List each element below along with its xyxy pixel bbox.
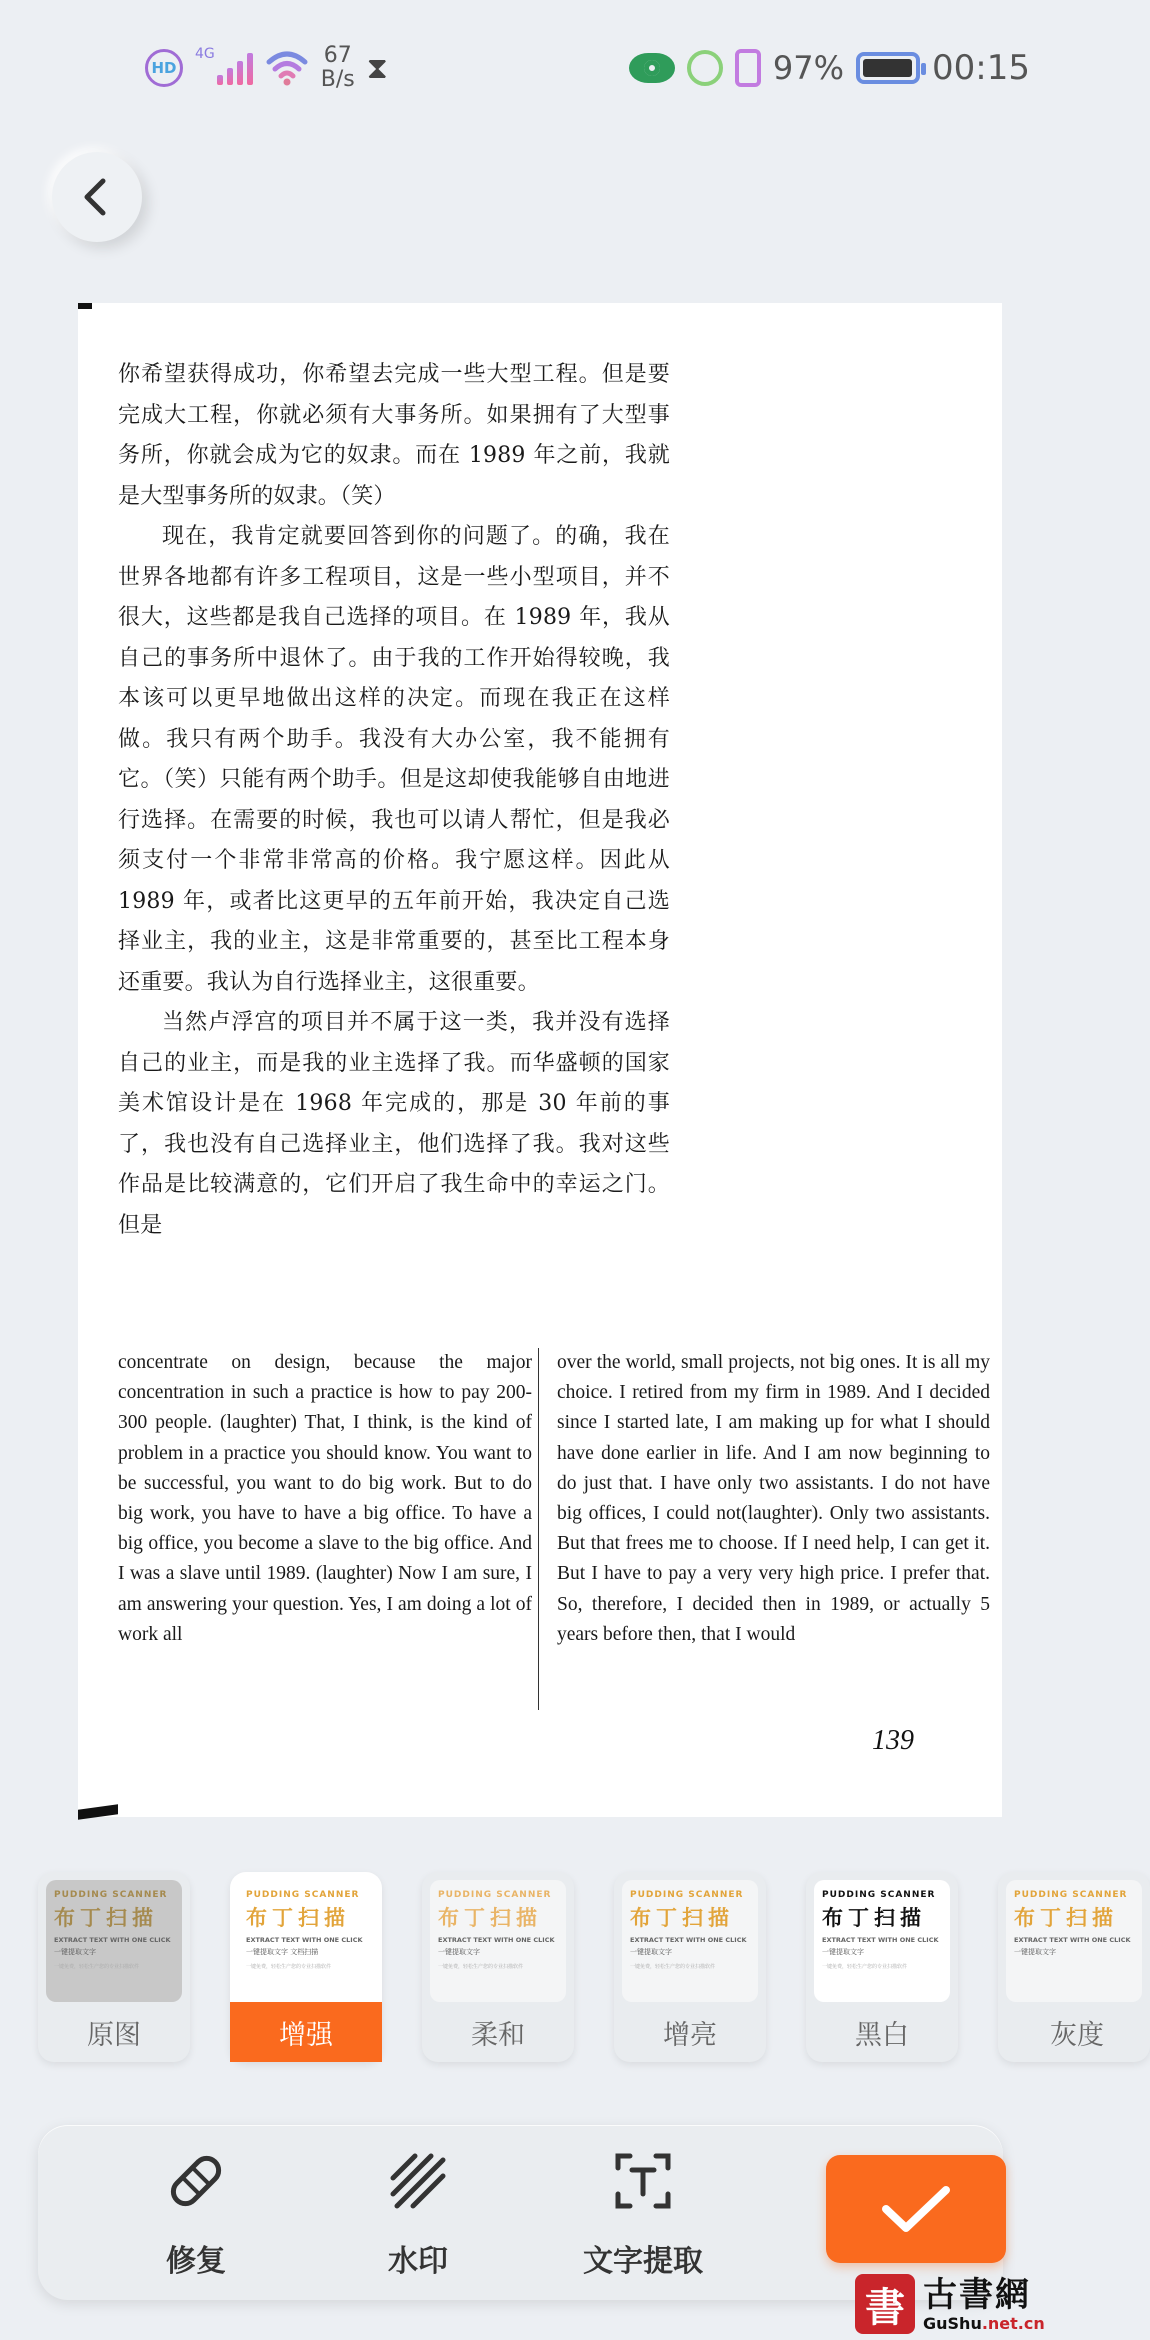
filter-thumbnail [622, 1880, 758, 2002]
wifi-icon [265, 50, 309, 86]
watermark-label: 水印 [388, 2244, 448, 2279]
logo-domain-main: GuShu [923, 2313, 982, 2333]
thumb-title: 布丁扫描 [630, 1906, 734, 1930]
thumb-brand: PUDDING SCANNER [54, 1890, 168, 1900]
status-left [145, 40, 388, 96]
filter-label: 原图 [87, 2019, 141, 2051]
battery-fill [863, 59, 912, 77]
status-bar [0, 0, 1080, 130]
thumb-caption: 一键提取文字 [438, 1948, 480, 1956]
vibrate-icon [735, 49, 761, 87]
filter-label: 增亮 [663, 2019, 717, 2051]
filter-grayscale[interactable] [998, 1872, 1150, 2062]
chinese-text-block [118, 355, 670, 1246]
battery-percent: 97% [772, 49, 845, 87]
thumb-caption: 一键提取文字 [54, 1948, 96, 1956]
site-watermark-logo [855, 2268, 1080, 2340]
thumb-title: 布丁扫描 [54, 1906, 158, 1930]
bandage-icon [165, 2150, 227, 2212]
filter-original[interactable] [38, 1872, 190, 2062]
thumb-fine-print: 一键免费，轻松生产您的专业扫描软件 [438, 1964, 524, 1970]
thumb-brand: PUDDING SCANNER [438, 1890, 552, 1900]
text-extract-label: 文字提取 [583, 2244, 703, 2279]
thumb-fine-print: 一键免费，轻松生产您的专业扫描软件 [54, 1964, 140, 1970]
filter-thumbnail [46, 1880, 182, 2002]
repair-button[interactable] [146, 2150, 246, 2280]
thumb-subtitle: EXTRACT TEXT WITH ONE CLICK [1014, 1936, 1131, 1944]
filter-enhance[interactable] [230, 1872, 382, 2062]
battery-icon [856, 52, 920, 84]
filter-label: 黑白 [855, 2019, 909, 2051]
logo-domain [923, 2314, 1045, 2333]
checkmark-icon [880, 2183, 952, 2235]
thumb-caption-extra: 文档扫描 [290, 1948, 319, 1956]
filter-soft[interactable] [422, 1872, 574, 2062]
watermark-icon [387, 2150, 449, 2212]
filter-label: 柔和 [471, 2019, 525, 2051]
back-button[interactable] [52, 152, 142, 242]
thumb-subtitle: EXTRACT TEXT WITH ONE CLICK [630, 1936, 747, 1944]
thumb-title: 布丁扫描 [1014, 1906, 1118, 1930]
network-type: 4G [195, 46, 215, 62]
clock: 00:15 [932, 48, 1030, 88]
thumb-caption-main: 一键提取文字 [246, 1948, 288, 1956]
filter-strip[interactable] [0, 1862, 1131, 2072]
cn-paragraph: 当然卢浮宫的项目并不属于这一类，我并没有选择自己的业主，而是我的业主选择了我。而华盛顿的国家美术馆设计是在 1968 年完成的，那是 30 年前的事了，我也没有自己选择业主，他们选择了我。我对这些作品是比较满意的，它们开启了我生命中的幸运之门。但是 [118, 1010, 670, 1238]
english-column-left: concentrate on design, because the major concentration in such a practice is how to pay 200-300 people. (laughter) That, I think, is the kind of problem in a practice you should know. You want to be successful, you want to do big work. But to do big work, you have to have a big office. To have a big office, you become a slave to the big office. And I was a slave until 1989. (laughter) Now I am sure, I am answering your question. Yes, I am doing a lot of work all [118, 1352, 532, 1645]
chevron-left-icon [77, 177, 117, 217]
filter-brighten[interactable] [614, 1872, 766, 2062]
english-column-right: over the world, small projects, not big ones. It is all my choice. I retired from my firm in 1989. And I decided since I started late, I am making up for what I should have done earlier in life. And I am now beginning to do just that. I have only two assistants. I do not have big offices, I could not(laughter). Only two assistants. But that frees me to choose. If I need help, I can get it. But I have to pay a very very high price. I prefer that. So, therefore, I decided then in 1989, or actually 5 years before then, that I would [538, 1348, 990, 1710]
thumb-brand: PUDDING SCANNER [822, 1890, 936, 1900]
repair-label: 修复 [166, 2244, 226, 2279]
page-number: 139 [872, 1725, 914, 1756]
thumb-fine-print: 一键免费，轻松生产您的专业扫描软件 [822, 1964, 908, 1970]
thumb-subtitle: EXTRACT TEXT WITH ONE CLICK [246, 1936, 363, 1944]
confirm-button[interactable] [826, 2155, 1006, 2263]
thumb-caption [246, 1947, 366, 1957]
logo-seal: 書 [855, 2274, 915, 2334]
thumb-subtitle: EXTRACT TEXT WITH ONE CLICK [54, 1936, 171, 1944]
text-recognition-icon [612, 2150, 674, 2212]
logo-text [923, 2276, 1045, 2333]
scanned-page-preview [78, 303, 1002, 1817]
thumb-caption: 一键提取文字 [630, 1948, 672, 1956]
thumb-fine-print: 一键免费，轻松生产您的专业扫描软件 [246, 1964, 332, 1970]
thumb-caption: 一键提取文字 [822, 1948, 864, 1956]
network-speed [321, 44, 355, 92]
logo-domain-suffix: .net.cn [981, 2313, 1045, 2333]
network-speed-unit: B/s [320, 67, 355, 92]
cn-paragraph: 现在，我肯定就要回答到你的问题了。的确，我在世界各地都有许多工程项目，这是一些小型项目，并不很大，这些都是我自己选择的项目。在 1989 年，我从自己的事务所中退休了。由于我的工作开始得较晚，我本该可以更早地做出这样的决定。而现在我正在这样做。我只有两个助手。我没有大办公室，我不能拥有它。（笑）只能有两个助手。但是这却使我能够自由地进行选择。在需要的时候，我也可以请人帮忙，但是我必须支付一个非常非常高的价格。我宁愿这样。因此从 1989 年，或者比这更早的五年前开始，我决定自己选择业主，我的业主，这是非常重要的，甚至比工程本身还重要。我认为自行选择业主，这很重要。 [118, 524, 670, 995]
text-extract-button[interactable] [563, 2150, 723, 2280]
thumb-brand: PUDDING SCANNER [630, 1890, 744, 1900]
filter-thumbnail [238, 1880, 374, 2002]
cn-paragraph: 你希望获得成功，你希望去完成一些大型工程。但是要完成大工程，你就必须有大事务所。如果拥有了大型事务所，你就会成为它的奴隶。而在 1989 年之前，我就是大型事务所的奴隶。（笑） [118, 362, 670, 509]
hourglass-icon: ⧗ [366, 50, 388, 86]
thumb-brand: PUDDING SCANNER [246, 1890, 360, 1900]
thumb-title: 布丁扫描 [246, 1906, 350, 1930]
watermark-button[interactable] [368, 2150, 468, 2280]
status-right [629, 40, 1030, 96]
filter-label: 增强 [230, 2002, 382, 2062]
filter-thumbnail [1006, 1880, 1142, 2002]
network-speed-value: 67 [323, 43, 352, 68]
thumb-subtitle: EXTRACT TEXT WITH ONE CLICK [822, 1936, 939, 1944]
signal-strength-icon [217, 51, 253, 85]
filter-thumbnail [430, 1880, 566, 2002]
alarm-icon [687, 50, 723, 86]
thumb-brand: PUDDING SCANNER [1014, 1890, 1128, 1900]
thumb-title: 布丁扫描 [438, 1906, 542, 1930]
logo-name: 古書網 [923, 2274, 1031, 2315]
filter-thumbnail [814, 1880, 950, 2002]
thumb-fine-print: 一键免费，轻松生产您的专业扫描软件 [630, 1964, 716, 1970]
thumb-title: 布丁扫描 [822, 1906, 926, 1930]
thumb-caption: 一键提取文字 [1014, 1948, 1056, 1956]
filter-black-white[interactable] [806, 1872, 958, 2062]
filter-label: 灰度 [1050, 2019, 1104, 2051]
hd-voice-icon: HD [145, 49, 183, 87]
thumb-subtitle: EXTRACT TEXT WITH ONE CLICK [438, 1936, 555, 1944]
eye-comfort-icon [629, 53, 675, 83]
